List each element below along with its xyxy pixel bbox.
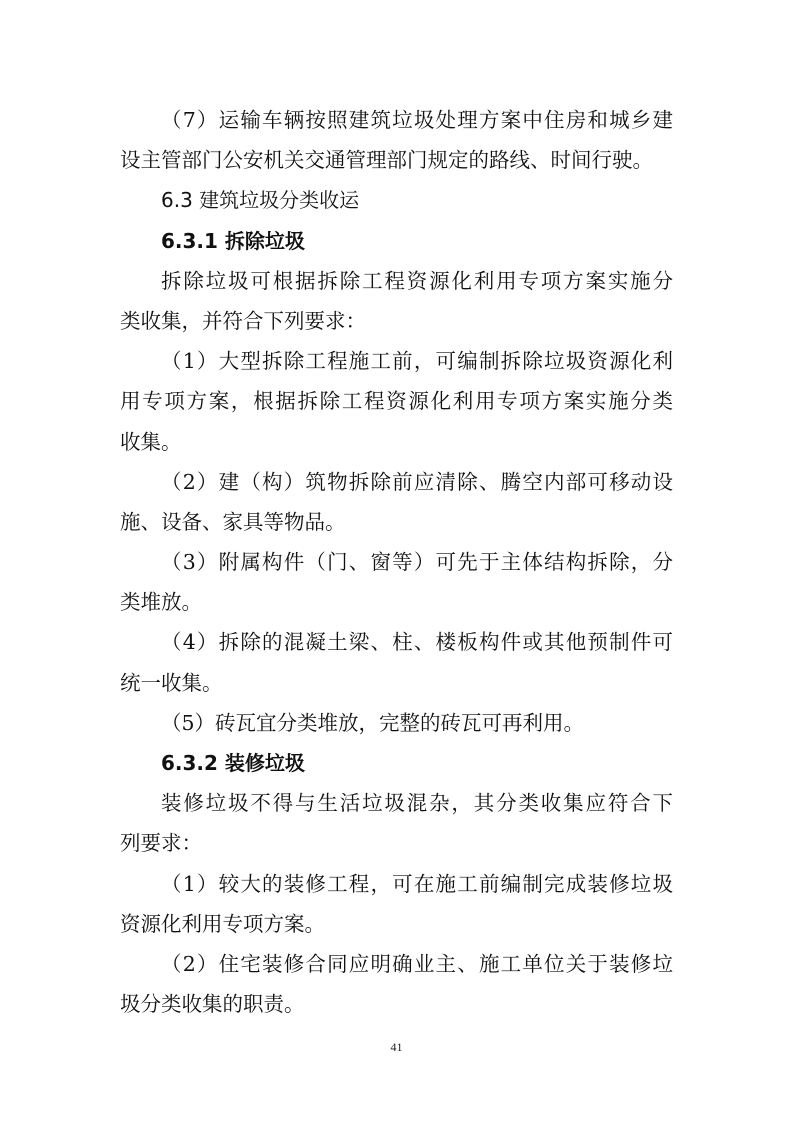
list-item-line: （1）大型拆除工程施工前，可编制拆除垃圾资源化利 (161, 349, 673, 374)
list-item-line: 施、设备、家具等物品。 (120, 509, 346, 534)
list-item-line: （5）砖瓦宜分类堆放，完整的砖瓦可再利用。 (161, 710, 585, 735)
section-heading-6-3: 6.3 建筑垃圾分类收运 (161, 188, 360, 213)
list-item-line: 资源化利用专项方案。 (120, 911, 325, 936)
paragraph-line: （7）运输车辆按照建筑垃圾处理方案中住房和城乡建 (161, 108, 673, 132)
subsection-heading-6-3-1: 6.3.1 拆除垃圾 (161, 228, 305, 253)
list-item-line: （2）建（构）筑物拆除前应清除、腾空内部可移动设 (161, 469, 673, 494)
subsection-heading-6-3-2: 6.3.2 装修垃圾 (161, 751, 305, 775)
document-body (120, 100, 673, 1024)
list-item-line: 统一收集。 (120, 670, 223, 695)
list-item-line: （2）住宅装修合同应明确业主、施工单位关于装修垃 (161, 951, 673, 976)
paragraph-line: 列要求： (120, 831, 202, 856)
list-item-line: 用专项方案，根据拆除工程资源化利用专项方案实施分类 (120, 389, 673, 414)
paragraph-line: 装修垃圾不得与生活垃圾混杂，其分类收集应符合下 (161, 791, 673, 816)
list-item-line: （4）拆除的混凝土梁、柱、楼板构件或其他预制件可 (161, 630, 673, 655)
list-item-line: （3）附属构件（门、窗等）可先于主体结构拆除，分 (161, 550, 673, 575)
page-number: 41 (390, 1040, 403, 1054)
paragraph-line: 类收集，并符合下列要求： (120, 308, 366, 333)
list-item-line: 收集。 (120, 429, 182, 454)
list-item-line: （1）较大的装修工程，可在施工前编制完成装修垃圾 (161, 871, 673, 896)
list-item-line: 圾分类收集的职责。 (120, 992, 305, 1017)
paragraph-line: 设主管部门公安机关交通管理部门规定的路线、时间行驶。 (120, 148, 653, 173)
list-item-line: 类堆放。 (120, 590, 202, 615)
paragraph-line: 拆除垃圾可根据拆除工程资源化利用专项方案实施分 (161, 268, 673, 293)
